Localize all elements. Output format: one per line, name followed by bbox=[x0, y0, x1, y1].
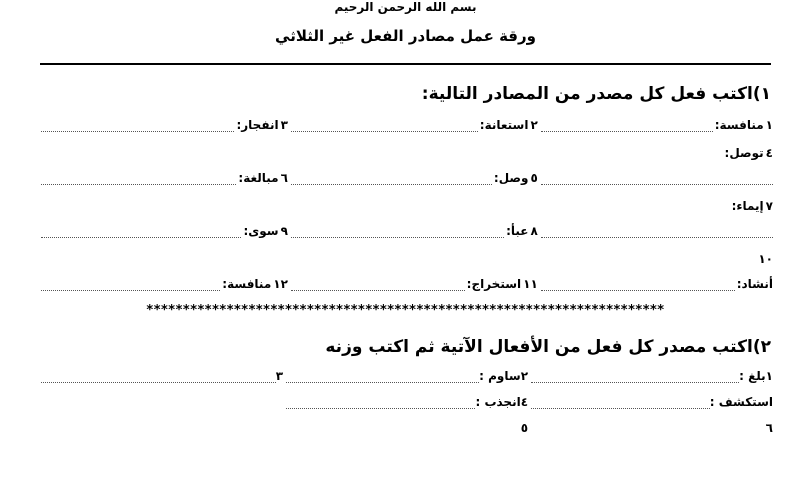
answer-blank[interactable] bbox=[286, 371, 479, 383]
item-word: ساوم : bbox=[479, 369, 521, 383]
answer-row bbox=[38, 118, 773, 132]
item-word: توصل: bbox=[724, 146, 764, 160]
blank-item-3-word bbox=[528, 395, 773, 409]
blank-item-4 bbox=[283, 395, 528, 409]
answer-blank[interactable] bbox=[291, 226, 504, 238]
answer-row bbox=[38, 252, 773, 266]
item-number: ١ bbox=[765, 118, 773, 132]
section-separator: *********************************************************************** bbox=[146, 303, 665, 318]
blank-item-7 bbox=[538, 199, 773, 213]
answer-row bbox=[38, 277, 773, 291]
answer-blank[interactable] bbox=[291, 279, 465, 291]
answer-blank[interactable] bbox=[291, 120, 478, 132]
item-word: منافسة: bbox=[714, 118, 764, 132]
item-number: ١١ bbox=[523, 277, 538, 291]
item-number: ٣ bbox=[275, 369, 284, 383]
document-title: ورقة عمل مصادر الفعل غير الثلاثي bbox=[275, 27, 536, 45]
answer-blank[interactable] bbox=[541, 173, 773, 185]
answer-blank[interactable] bbox=[41, 279, 220, 291]
blank-item-9 bbox=[38, 224, 288, 238]
blank-item-10-number bbox=[538, 252, 773, 266]
item-word: انجذب : bbox=[475, 395, 521, 409]
answer-row bbox=[38, 395, 773, 409]
section-one bbox=[38, 84, 773, 318]
item-word: بلغ : bbox=[739, 369, 766, 383]
item-number: ٢ bbox=[520, 369, 529, 383]
item-number: ٢ bbox=[530, 118, 538, 132]
basmala-text: بسم الله الرحمن الرحيم bbox=[334, 0, 477, 14]
item-number: ٨ bbox=[530, 224, 538, 238]
spacer-cell bbox=[538, 173, 773, 185]
answer-row bbox=[38, 224, 773, 238]
item-word: عبأ: bbox=[506, 224, 529, 238]
answer-blank[interactable] bbox=[41, 371, 276, 383]
item-word: استخراج: bbox=[466, 277, 522, 291]
item-number: ٤ bbox=[765, 146, 773, 160]
blank-item-2 bbox=[288, 118, 538, 132]
answer-row bbox=[38, 146, 773, 160]
item-word: وصل: bbox=[493, 171, 529, 185]
spacer-cell bbox=[538, 226, 773, 238]
answer-blank[interactable] bbox=[531, 371, 739, 383]
item-word: أنشاد: bbox=[736, 277, 773, 291]
blank-item-1 bbox=[528, 369, 773, 383]
blank-item-3 bbox=[38, 369, 283, 383]
blank-item-5 bbox=[283, 421, 528, 435]
blank-item-4 bbox=[538, 146, 773, 160]
answer-blank[interactable] bbox=[41, 120, 234, 132]
blank-item-6 bbox=[38, 171, 288, 185]
answer-row bbox=[38, 171, 773, 185]
blank-item-6 bbox=[528, 421, 773, 435]
item-number: ١٠ bbox=[758, 252, 773, 266]
item-number: ٤ bbox=[520, 395, 529, 409]
answer-blank[interactable] bbox=[531, 397, 710, 409]
item-number: ٧ bbox=[765, 199, 773, 213]
answer-blank[interactable] bbox=[286, 397, 475, 409]
answer-blank[interactable] bbox=[541, 120, 713, 132]
blank-item-1 bbox=[538, 118, 773, 132]
item-number: ٥ bbox=[520, 421, 529, 435]
item-number: ١٢ bbox=[273, 277, 288, 291]
blank-item-10 bbox=[538, 277, 773, 291]
section-two bbox=[38, 337, 773, 435]
section-one-heading: ١)اكتب فعل كل مصدر من المصادر التالية: bbox=[421, 84, 771, 104]
section-two-heading: ٢)اكتب مصدر كل فعل من الأفعال الآتية ثم اكتب وزنه bbox=[325, 337, 771, 357]
header-divider bbox=[40, 63, 771, 65]
item-number: ٩ bbox=[280, 224, 288, 238]
item-word: استعانة: bbox=[479, 118, 529, 132]
item-number: ٦ bbox=[280, 171, 288, 185]
item-word: منافسة: bbox=[222, 277, 272, 291]
blank-item-8 bbox=[288, 224, 538, 238]
answer-blank[interactable] bbox=[541, 279, 735, 291]
answer-blank[interactable] bbox=[41, 226, 241, 238]
item-number: ١ bbox=[765, 369, 773, 383]
answer-row bbox=[38, 421, 773, 435]
answer-blank[interactable] bbox=[291, 173, 492, 185]
item-number: ٥ bbox=[530, 171, 538, 185]
answer-row bbox=[38, 369, 773, 383]
item-word: مبالغة: bbox=[238, 171, 279, 185]
item-number: ٣ bbox=[280, 118, 288, 132]
blank-item-12 bbox=[38, 277, 288, 291]
blank-item-5 bbox=[288, 171, 538, 185]
blank-item-2 bbox=[283, 369, 528, 383]
item-number: ٦ bbox=[765, 421, 773, 435]
item-word: سوى: bbox=[243, 224, 279, 238]
item-word: إيماء: bbox=[731, 199, 764, 213]
answer-blank[interactable] bbox=[541, 226, 773, 238]
answer-row bbox=[38, 199, 773, 213]
blank-item-11 bbox=[288, 277, 538, 291]
answer-blank[interactable] bbox=[41, 173, 236, 185]
item-word: استكشف : bbox=[709, 395, 773, 409]
item-word: انفجار: bbox=[236, 118, 279, 132]
blank-item-3 bbox=[38, 118, 288, 132]
